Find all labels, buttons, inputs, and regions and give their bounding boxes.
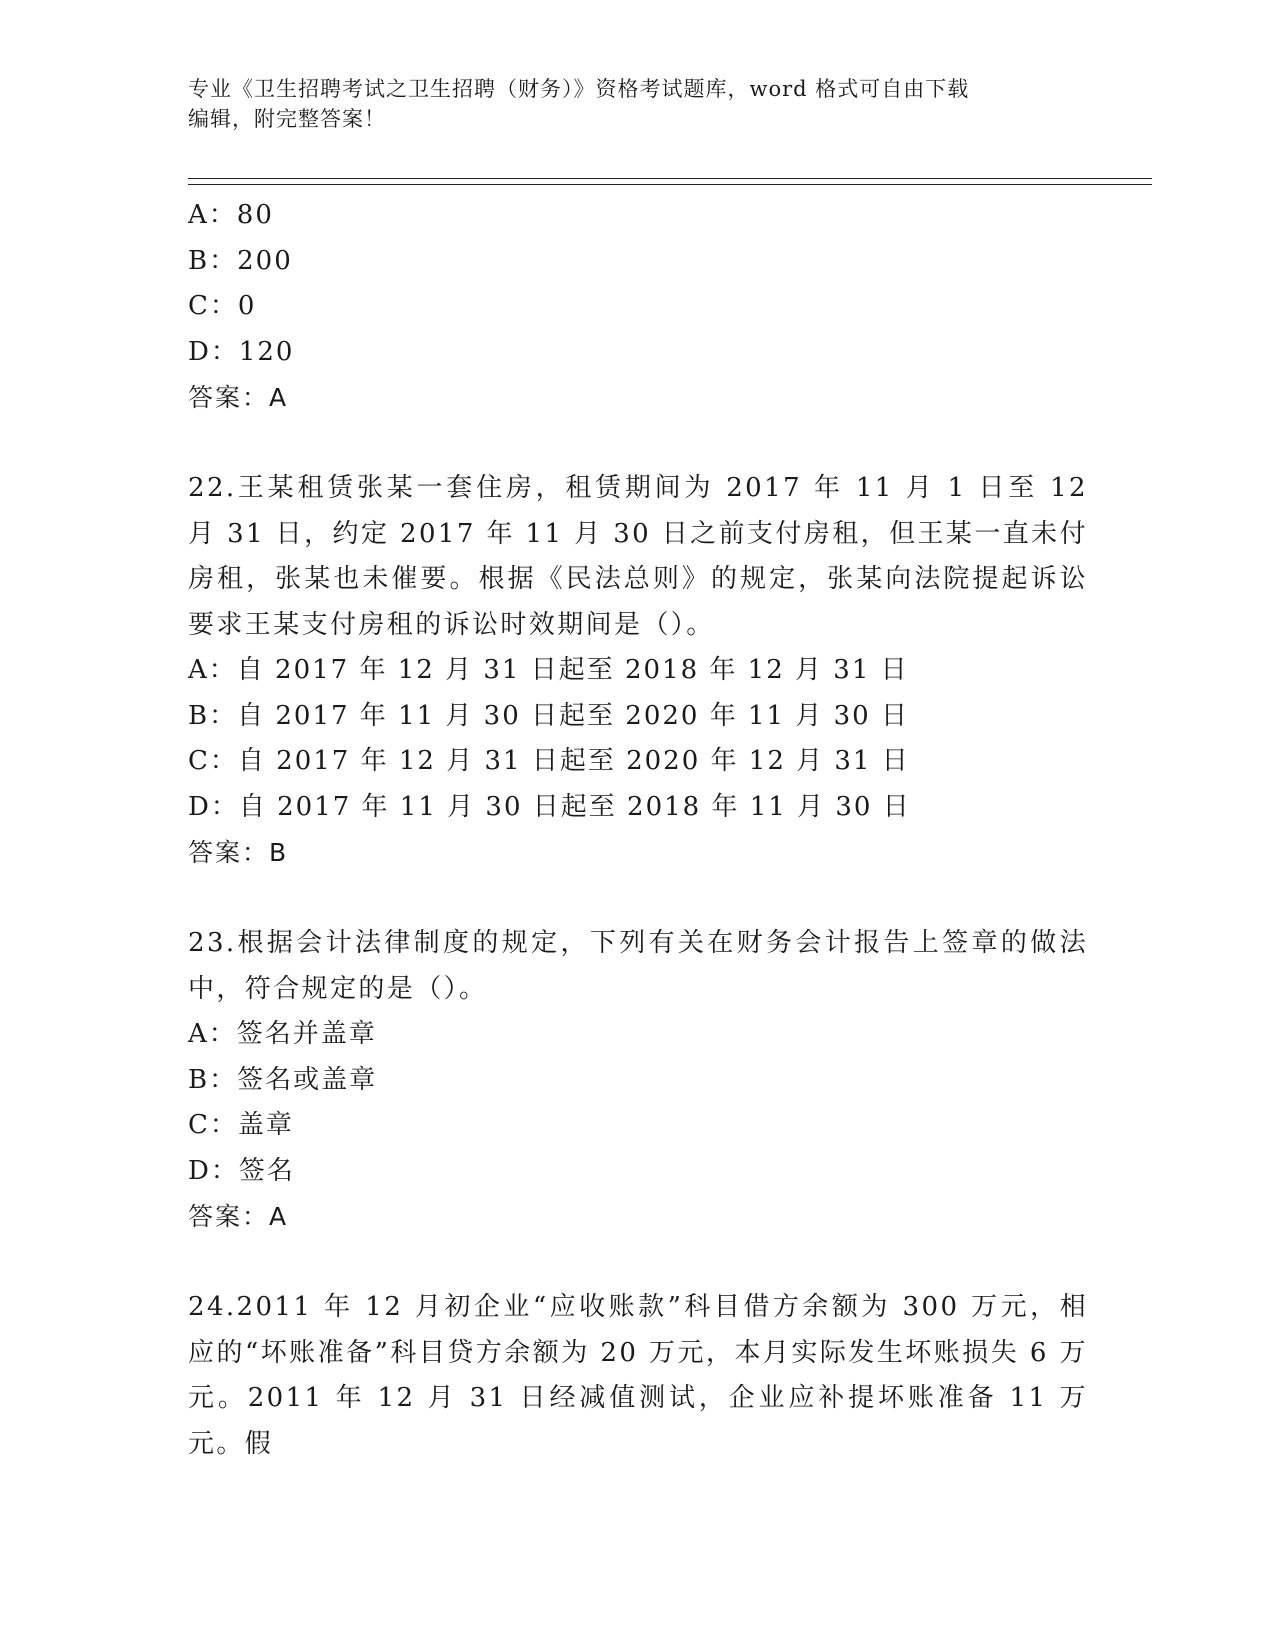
option-a: A：自 2017 年 12 月 31 日起至 2018 年 12 月 31 日 — [188, 655, 909, 685]
header-line-1: 专业《卫生招聘考试之卫生招聘（财务）》资格考试题库，word 格式可自由下载 — [188, 77, 970, 101]
option-c: C：0 — [188, 291, 257, 321]
question-24 — [188, 1285, 1088, 1467]
option-d: D：自 2017 年 11 月 30 日起至 2018 年 11 月 30 日 — [188, 791, 911, 822]
question-text: 22.王某租赁张某一套住房，租赁期间为 2017 年 11 月 1 日至 12 月 31 日，约定 2017 年 11 月 30 日之前支付房租，但王某一直未付房租，张某也未催要。根据《民法总则》的规定，张某向法院提起诉讼要求王某支付房租的诉讼时效期间是（）。 — [188, 473, 1088, 640]
option-a: A：80 — [188, 200, 274, 230]
option-b: B：自 2017 年 11 月 30 日起至 2020 年 11 月 30 日 — [188, 700, 909, 731]
question-text: 23.根据会计法律制度的规定，下列有关在财务会计报告上签章的做法中，符合规定的是（）。 — [188, 928, 1088, 1004]
option-d: D：120 — [188, 336, 295, 367]
option-d: D：签名 — [188, 1155, 295, 1186]
question-text: 24.2011 年 12 月初企业“应收账款”科目借方余额为 300 万元，相应的“坏账准备”科目贷方余额为 20 万元，本月实际发生坏账损失 6 万元。2011 年 12 月 31 日经减值测试，企业应补提坏账准备 11 万元。假 — [188, 1292, 1088, 1459]
question-22 — [188, 466, 1088, 876]
option-c: C：盖章 — [188, 1110, 294, 1140]
answer-line: 答案：B — [188, 838, 289, 867]
question-21-options — [188, 193, 1088, 421]
question-23 — [188, 921, 1088, 1240]
option-a: A：签名并盖章 — [188, 1019, 377, 1049]
option-b: B：200 — [188, 245, 293, 276]
header-divider-top — [188, 178, 1152, 179]
header-divider-bottom — [188, 184, 1152, 185]
header-line-2: 编辑，附完整答案！ — [188, 107, 386, 131]
question-list — [188, 193, 1088, 1467]
answer-line: 答案：A — [188, 383, 289, 412]
option-c: C：自 2017 年 12 月 31 日起至 2020 年 12 月 31 日 — [188, 746, 910, 776]
option-b: B：签名或盖章 — [188, 1064, 378, 1095]
answer-line: 答案：A — [188, 1202, 289, 1231]
document-header — [188, 74, 1068, 134]
